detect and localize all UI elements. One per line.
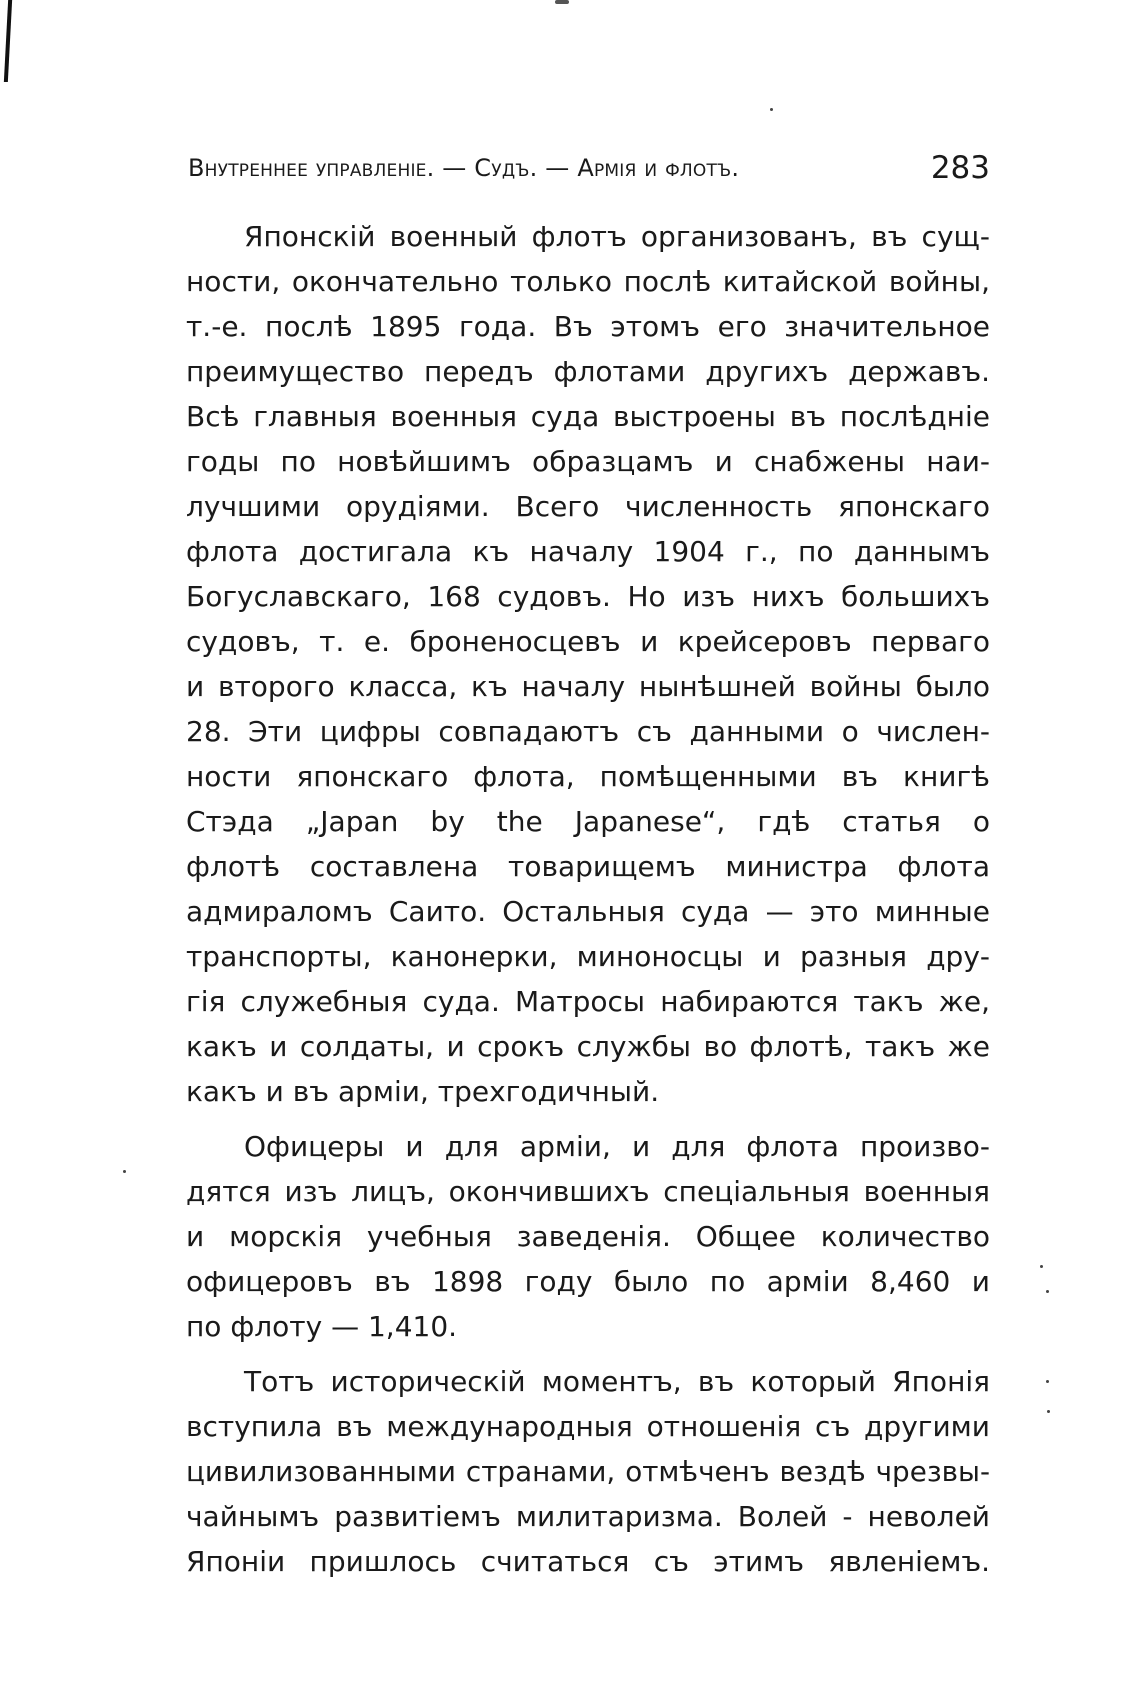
- text-line: годы по новѣйшимъ образцамъ и снабжены наи-: [186, 445, 990, 478]
- scan-speck: [1046, 1290, 1049, 1293]
- running-title: Внутреннее управленіе. — Судъ. — Армія и флотъ.: [188, 154, 740, 182]
- paragraph-1: [186, 214, 990, 1114]
- body-text: [186, 214, 990, 1584]
- text-line: преимущество передъ флотами другихъ державъ.: [186, 355, 990, 388]
- scan-top-mark: [555, 0, 569, 4]
- text-line: флота достигала къ началу 1904 г., по даннымъ: [186, 535, 990, 568]
- text-line: Всѣ главныя военныя суда выстроены въ послѣдніе: [186, 400, 990, 433]
- text-line: флотѣ составлена товарищемъ министра флота: [186, 850, 990, 883]
- scan-speck: [1047, 1410, 1050, 1413]
- text-line: Японскій военный флотъ организованъ, въ сущ-: [244, 220, 990, 253]
- text-line: Стэда „Japan by the Japanese“, гдѣ статья о: [186, 805, 990, 838]
- text-line: чайнымъ развитіемъ милитаризма. Волей - неволей: [186, 1500, 990, 1533]
- text-line: лучшими орудіями. Всего численность японскаго: [186, 490, 990, 523]
- scan-speck: [123, 1170, 126, 1173]
- text-line: транспорты, канонерки, миноносцы и разныя дру-: [186, 940, 990, 973]
- text-line: Японіи пришлось считаться съ этимъ явленіемъ.: [186, 1545, 990, 1578]
- text-line: вступила въ международныя отношенія съ другими: [186, 1410, 990, 1443]
- text-line: офицеровъ въ 1898 году было по арміи 8,460 и: [186, 1265, 990, 1298]
- paragraph-3: [186, 1359, 990, 1584]
- text-line: по флоту — 1,410.: [186, 1310, 458, 1343]
- text-line: Богуславскаго, 168 судовъ. Но изъ нихъ большихъ: [186, 580, 990, 613]
- scan-edge-mark: [4, 0, 12, 82]
- text-line: и второго класса, къ началу нынѣшней войны было: [186, 670, 990, 703]
- text-line: Тотъ историческій моментъ, въ который Японія: [244, 1365, 990, 1398]
- running-header: [188, 146, 990, 190]
- text-line: ности японскаго флота, помѣщенными въ книгѣ: [186, 760, 990, 793]
- scan-speck: [1046, 1380, 1049, 1383]
- text-line: дятся изъ лицъ, окончившихъ спеціальныя военныя: [186, 1175, 990, 1208]
- page-number: 283: [930, 150, 990, 186]
- text-line: 28. Эти цифры совпадаютъ съ данными о числен-: [186, 715, 990, 748]
- text-line: ности, окончательно только послѣ китайской войны,: [186, 265, 990, 298]
- text-line: какъ и солдаты, и срокъ службы во флотѣ, такъ же: [186, 1030, 990, 1063]
- text-line: цивилизованными странами, отмѣченъ вездѣ чрезвы-: [186, 1455, 990, 1488]
- text-line: адмираломъ Саито. Остальныя суда — это минные: [186, 895, 990, 928]
- scan-speck: [770, 108, 773, 111]
- scan-speck: [1040, 1265, 1043, 1268]
- paragraph-2: [186, 1124, 990, 1349]
- text-line: какъ и въ арміи, трехгодичный.: [186, 1075, 660, 1108]
- text-line: гія служебныя суда. Матросы набираются такъ же,: [186, 985, 990, 1018]
- text-line: и морскія учебныя заведенія. Общее количество: [186, 1220, 990, 1253]
- text-line: Офицеры и для арміи, и для флота произво-: [244, 1130, 990, 1163]
- text-line: судовъ, т. е. броненосцевъ и крейсеровъ перваго: [186, 625, 990, 658]
- text-line: т.-е. послѣ 1895 года. Въ этомъ его значительное: [186, 310, 990, 343]
